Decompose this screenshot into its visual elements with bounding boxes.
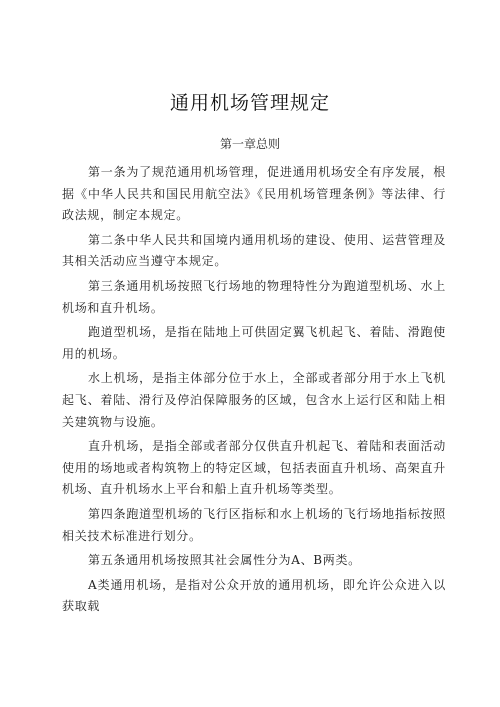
paragraph-water-airport: 水上机场，是指主体部分位于水上，全部或者部分用于水上飞机起飞、着陆、滑行及停泊保障服务的区域，包含水上运行区和陆上相关建筑物与设施。 bbox=[62, 371, 446, 429]
paragraph-article-3: 第三条通用机场按照飞行场地的物理特性分为跑道型机场、水上机场和直升机场。 bbox=[62, 278, 446, 315]
document-title: 通用机场管理规定 bbox=[169, 92, 330, 114]
paragraph-runway-airport: 跑道型机场，是指在陆地上可供固定翼飞机起飞、着陆、滑跑使用的机场。 bbox=[62, 325, 446, 361]
paragraph-article-5: 第五条通用机场按照其社会属性分为A、B两类。 bbox=[88, 553, 361, 568]
paragraph-article-2: 第二条中华人民共和国境内通用机场的建设、使用、运营管理及其相关活动应当遵守本规定。 bbox=[62, 232, 446, 269]
paragraph-article-4: 第四条跑道型机场的飞行区指标和水上机场的飞行场地指标按照相关技术标准进行划分。 bbox=[62, 506, 446, 543]
document-body bbox=[62, 162, 446, 621]
paragraph-article-1: 第一条为了规范通用机场管理，促进通用机场安全有序发展，根据《中华人民共和国民用航空法》《民用机场管理条例》等法律、行政法规，制定本规定。 bbox=[62, 165, 446, 223]
chapter-heading: 第一章总则 bbox=[219, 137, 280, 151]
paragraph-heliport: 直升机场，是指全部或者部分仅供直升机起飞、着陆和表面活动使用的场地或者构筑物上的特定区域，包括表面直升机场、高架直升机场、直升机场水上平台和船上直升机场等类型。 bbox=[62, 439, 446, 497]
paragraph-class-a: A类通用机场，是指对公众开放的通用机场，即允许公众进入以获取载 bbox=[62, 577, 446, 614]
